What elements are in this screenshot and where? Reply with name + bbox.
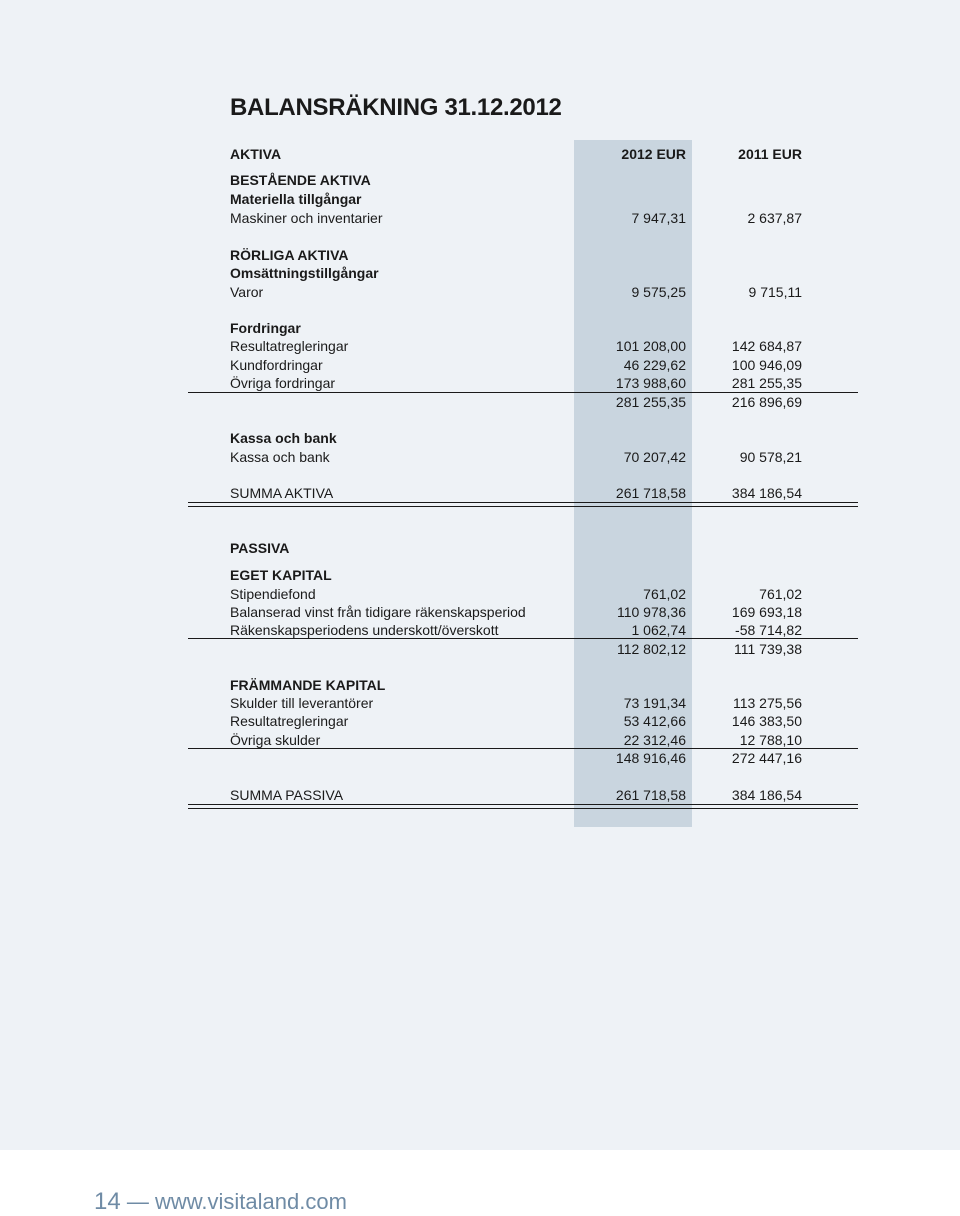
row-label: Maskiner och inventarier	[230, 210, 383, 226]
value-2012: 9 575,25	[631, 284, 686, 300]
value-2012: 22 312,46	[623, 732, 686, 748]
total-double-rule	[188, 804, 858, 809]
row-label: Resultatregleringar	[230, 338, 349, 354]
value-2012: 112 802,12	[616, 641, 686, 657]
eget-kapital-heading: EGET KAPITAL	[230, 567, 332, 583]
subtotal-row	[230, 639, 858, 659]
value-2012: 46 229,62	[623, 357, 686, 373]
value-2011: 384 186,54	[731, 787, 802, 803]
subtotal-row	[230, 748, 858, 768]
section-heading	[230, 245, 858, 265]
table-row	[230, 730, 858, 750]
total-double-rule	[188, 502, 858, 507]
value-2012: 101 208,00	[615, 338, 686, 354]
value-2011: 12 788,10	[739, 732, 802, 748]
table-row	[230, 447, 858, 467]
subsection-heading	[230, 189, 858, 209]
table-row	[230, 355, 858, 375]
bestaende-aktiva-heading: BESTÅENDE AKTIVA	[230, 172, 371, 188]
aktiva-heading: AKTIVA	[230, 146, 282, 162]
table-row	[230, 711, 858, 731]
value-2011: 761,02	[759, 586, 802, 602]
table-header-row	[230, 144, 858, 164]
value-2012: 261 718,58	[615, 485, 686, 501]
subsection-heading	[230, 565, 858, 585]
value-2011: 216 896,69	[731, 394, 802, 410]
value-2011: 142 684,87	[731, 338, 802, 354]
row-label: Räkenskapsperiodens underskott/överskott	[230, 622, 499, 638]
table-row	[230, 584, 858, 604]
total-row	[230, 785, 858, 805]
row-label: Resultatregleringar	[230, 713, 349, 729]
subsection-heading	[230, 428, 858, 448]
website-link[interactable]: www.visitaland.com	[154, 1189, 347, 1214]
table-row	[230, 336, 858, 356]
value-2011: 146 383,50	[731, 713, 802, 729]
value-2012: 761,02	[643, 586, 686, 602]
value-2012: 261 718,58	[615, 787, 686, 803]
value-2011: -58 714,82	[735, 622, 802, 638]
page-title: BALANSRÄKNING 31.12.2012	[230, 94, 562, 121]
passiva-heading: PASSIVA	[230, 540, 290, 556]
value-2011: 2 637,87	[747, 210, 802, 226]
value-2012: 281 255,35	[615, 394, 686, 410]
rorliga-aktiva-heading: RÖRLIGA AKTIVA	[230, 247, 349, 263]
materiella-heading: Materiella tillgångar	[230, 191, 362, 207]
value-2012: 110 978,36	[616, 604, 686, 620]
table-row	[230, 620, 858, 640]
row-label: Balanserad vinst från tidigare räkenskapsperiod	[230, 604, 526, 620]
frammande-kapital-heading: FRÄMMANDE KAPITAL	[230, 677, 386, 693]
value-2012: 53 412,66	[623, 713, 686, 729]
row-label: Övriga skulder	[230, 732, 321, 748]
footer-dash: —	[126, 1189, 149, 1214]
table-row	[230, 282, 858, 302]
page-number: 14	[94, 1188, 121, 1215]
value-2011: 384 186,54	[731, 485, 802, 501]
value-2011: 113 275,56	[732, 695, 802, 711]
row-label: Kassa och bank	[230, 449, 330, 465]
value-2012: 70 207,42	[623, 449, 686, 465]
kassa-heading: Kassa och bank	[230, 430, 337, 446]
table-row	[230, 602, 858, 622]
section-heading	[230, 170, 858, 190]
value-2012: 148 916,46	[615, 750, 686, 766]
subsection-heading	[230, 318, 858, 338]
section-heading	[230, 538, 858, 558]
row-label: Stipendiefond	[230, 586, 316, 602]
fordringar-heading: Fordringar	[230, 320, 301, 336]
summa-aktiva-label: SUMMA AKTIVA	[230, 485, 334, 501]
subsection-heading	[230, 675, 858, 695]
summa-passiva-label: SUMMA PASSIVA	[230, 787, 344, 803]
subsection-heading	[230, 263, 858, 283]
row-label: Varor	[230, 284, 264, 300]
value-2011: 111 739,38	[734, 641, 802, 657]
total-row	[230, 483, 858, 503]
value-2012: 1 062,74	[631, 622, 686, 638]
omsattning-heading: Omsättningstillgångar	[230, 265, 379, 281]
row-label: Kundfordringar	[230, 357, 323, 373]
value-2012: 7 947,31	[631, 210, 686, 226]
value-2012: 73 191,34	[623, 695, 686, 711]
value-2011: 90 578,21	[739, 449, 802, 465]
table-row	[230, 373, 858, 393]
subtotal-row	[230, 392, 858, 412]
table-row	[230, 693, 858, 713]
value-2011: 9 715,11	[748, 284, 802, 300]
table-row	[230, 208, 858, 228]
column-2011-header: 2011 EUR	[738, 146, 802, 162]
row-label: Skulder till leverantörer	[230, 695, 374, 711]
row-label: Övriga fordringar	[230, 375, 336, 391]
value-2011: 169 693,18	[731, 604, 802, 620]
value-2011: 100 946,09	[731, 357, 802, 373]
value-2011: 272 447,16	[731, 750, 802, 766]
value-2012: 173 988,60	[615, 375, 686, 391]
column-2012-header: 2012 EUR	[621, 146, 686, 162]
value-2011: 281 255,35	[731, 375, 802, 391]
